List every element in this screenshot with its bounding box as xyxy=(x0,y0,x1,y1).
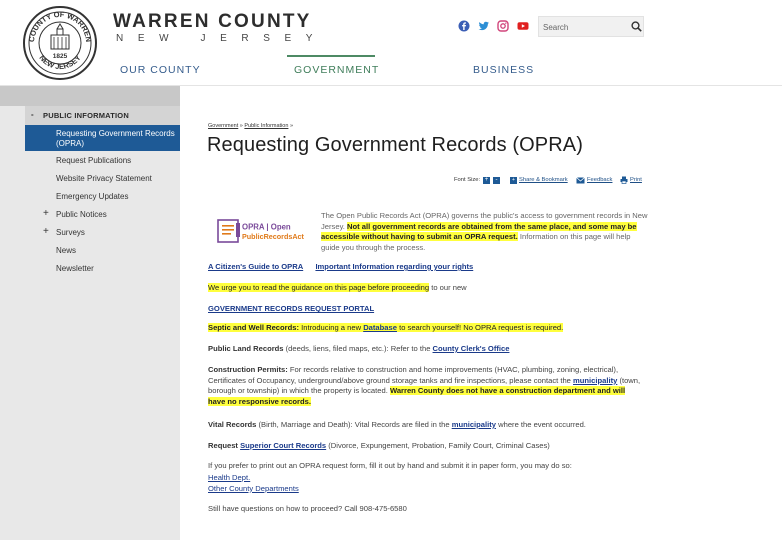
feedback-link[interactable]: Feedback xyxy=(587,177,613,183)
urge-paragraph: We urge you to read the guidance on this page before proceeding to our new xyxy=(208,283,467,292)
citizens-guide-link[interactable]: A Citizen's Guide to OPRA xyxy=(208,262,304,271)
other-departments-link[interactable]: Other County Departments xyxy=(208,483,299,493)
municipality-link[interactable]: municipality xyxy=(573,375,618,385)
site-subtitle: NEW JERSEY xyxy=(116,33,328,44)
font-size-label: Font Size: xyxy=(454,177,481,183)
sidebar-top-bar xyxy=(0,86,180,106)
guide-links-row xyxy=(208,262,643,273)
instagram-icon[interactable] xyxy=(497,20,509,32)
portal-paragraph xyxy=(208,304,643,315)
breadcrumb-public-information[interactable]: Public Information xyxy=(244,123,289,129)
superior-court-link[interactable]: Superior Court Records xyxy=(240,441,327,450)
intro-paragraph: The Open Public Records Act (OPRA) governs the public's access to government records in New Jersey. Not all government records are obtained from the same place, and some may be accessible without having to submit an OPRA request. Information on this page will help guide you through the process. xyxy=(321,211,648,252)
nav-government[interactable]: GOVERNMENT xyxy=(294,64,380,76)
superior-court-paragraph: Request Superior Court Records (Divorce, Expungement, Probation, Family Court, Criminal Cases) xyxy=(208,441,550,450)
share-icon[interactable]: + xyxy=(510,177,517,184)
breadcrumb-government[interactable]: Government xyxy=(208,123,239,129)
sidebar-section-public-information[interactable]: - PUBLIC INFORMATION xyxy=(25,106,180,125)
nav-our-county[interactable]: OUR COUNTY xyxy=(120,64,201,76)
county-seal-logo[interactable] xyxy=(22,5,98,81)
svg-text:NEW JERSEY: NEW JERSEY xyxy=(37,53,83,72)
nav-business[interactable]: BUSINESS xyxy=(473,64,535,76)
vital-records-paragraph: Vital Records (Birth, Marriage and Death): Vital Records are filed in the municipality where the event occurred. xyxy=(208,420,586,429)
questions-paragraph: Still have questions on how to proceed? Call 908-475-6580 xyxy=(208,504,407,513)
land-records-paragraph: Public Land Records (deeds, liens, filed maps, etc.): Refer to the County Clerk's Office xyxy=(208,344,510,353)
vital-municipality-link[interactable]: municipality xyxy=(451,420,496,429)
site-title[interactable]: WARREN COUNTY xyxy=(113,11,312,32)
breadcrumb: Government » Public Information » xyxy=(208,123,294,129)
print-link[interactable]: Print xyxy=(630,177,642,183)
health-dept-link[interactable]: Health Dept. xyxy=(208,473,251,482)
paper-form-paragraph: If you prefer to print out an OPRA request form, fill it out by hand and submit it in paper form, you may do so: xyxy=(208,461,572,470)
search-box xyxy=(538,16,644,37)
records-request-portal-link[interactable]: GOVERNMENT RECORDS REQUEST PORTAL xyxy=(208,304,375,313)
sidebar-item-requesting-government-records[interactable]: Requesting Government Records (OPRA) xyxy=(25,125,180,151)
svg-text:COUNTY OF WARREN: COUNTY OF WARREN xyxy=(26,9,94,43)
font-decrease-button[interactable]: - xyxy=(493,177,500,184)
collapse-icon[interactable]: - xyxy=(31,110,34,119)
search-icon[interactable] xyxy=(631,21,642,32)
important-info-link[interactable]: Important Information regarding your rights xyxy=(315,262,474,271)
svg-text:PublicRecordsAct: PublicRecordsAct xyxy=(242,232,304,241)
svg-text:OPRA | Open: OPRA | Open xyxy=(242,222,291,232)
expand-icon[interactable]: + xyxy=(43,208,49,219)
feedback-icon[interactable] xyxy=(576,177,585,184)
youtube-icon[interactable] xyxy=(517,20,529,32)
county-clerk-link[interactable]: County Clerk's Office xyxy=(432,344,510,353)
search-input[interactable] xyxy=(543,20,627,34)
svg-text:1825: 1825 xyxy=(52,53,68,60)
page-title: Requesting Government Records (OPRA) xyxy=(207,134,583,156)
twitter-icon[interactable] xyxy=(478,20,490,32)
construction-paragraph: Construction Permits: For records relative to construction and home improvements (HVAC, plumbing, zoning, electrical), Certificates of Occupancy, underground/above ground storage tanks and fire inspections, please contact the municipality (town, borough or township) in which the property is located. Warren County does not have a construction department and will have no responsive records. xyxy=(208,365,641,406)
sidebar: - PUBLIC INFORMATION Requesting Government Records (OPRA) Request Publications Website Privacy Statement Emergency Updates + Public Notices + Surveys News Newsletter xyxy=(0,86,180,540)
paper-form-links xyxy=(208,473,643,494)
septic-paragraph: Septic and Well Records: Introducing a new Database to search yourself! No OPRA request is required. xyxy=(208,323,564,332)
facebook-icon[interactable] xyxy=(458,20,470,32)
nav-active-indicator xyxy=(287,55,375,57)
expand-icon[interactable]: + xyxy=(43,226,49,237)
print-icon[interactable] xyxy=(620,176,628,184)
database-link[interactable]: Database xyxy=(363,323,397,332)
site-header xyxy=(0,0,782,86)
opra-logo[interactable] xyxy=(216,217,312,245)
font-increase-button[interactable]: + xyxy=(484,177,489,183)
share-bookmark-link[interactable]: Share & Bookmark xyxy=(519,177,568,183)
main-content xyxy=(180,86,782,540)
